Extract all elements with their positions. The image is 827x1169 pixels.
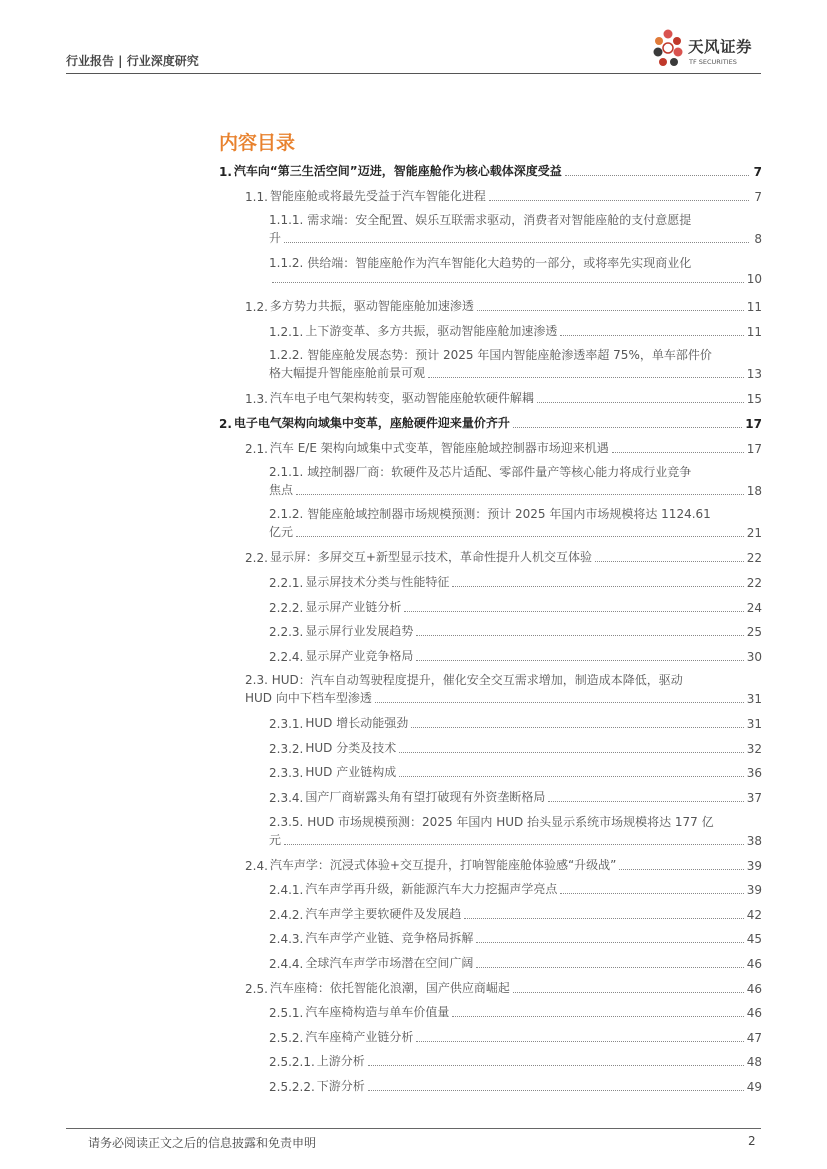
toc-entry[interactable]: 2.2.4. 显示屏产业竞争格局 30 — [269, 649, 762, 664]
toc-entry[interactable]: 2.4.1. 汽车声学再升级，新能源汽车大力挖掘声学亮点 39 — [269, 882, 762, 897]
toc-entry[interactable]: 2.5.2.2. 下游分析 49 — [269, 1079, 762, 1094]
toc-entry[interactable]: 2.5.2. 汽车座椅产业链分析 47 — [269, 1030, 762, 1045]
toc-entry[interactable]: 2.4.3. 汽车声学产业链、竞争格局拆解 45 — [269, 931, 762, 946]
logo-flower-icon — [650, 28, 686, 72]
toc-entry-line2[interactable]: 亿元 21 — [269, 525, 762, 540]
toc-entry-line2[interactable]: 元 38 — [269, 833, 762, 848]
toc-entry-line1[interactable]: 1.2.2. 智能座舱发展态势：预计 2025 年国内智能座舱渗透率超 75%，单车部件价 — [269, 348, 712, 362]
page-number: 2 — [748, 1134, 756, 1148]
toc-entry-line1[interactable]: 2.3. HUD：汽车自动驾驶程度提升，催化安全交互需求增加，制造成本降低，驱动 — [245, 673, 683, 687]
toc-entry[interactable]: 2.4. 汽车声学：沉浸式体验+交互提升，打响智能座舱体验感“升级战” 39 — [245, 858, 762, 873]
toc-entry-line2[interactable]: 焦点 18 — [269, 483, 762, 498]
toc-entry-line1[interactable]: 2.3.5. HUD 市场规模预测：2025 年国内 HUD 抬头显示系统市场规模将达 177 亿 — [269, 815, 714, 829]
toc-entry[interactable]: 2. 电子电气架构向域集中变革，座舱硬件迎来量价齐升 17 — [219, 416, 762, 431]
footer-divider — [66, 1128, 761, 1129]
toc-entry-line2[interactable]: 10 — [269, 272, 762, 286]
toc-entry[interactable]: 1.2.1. 上下游变革、多方共振，驱动智能座舱加速渗透 11 — [269, 324, 762, 339]
toc-entry[interactable]: 2.4.2. 汽车声学主要软硬件及发展趋 42 — [269, 907, 762, 922]
toc-entry-line1[interactable]: 2.1.2. 智能座舱域控制器市场规模预测：预计 2025 年国内市场规模将达 1124.61 — [269, 507, 711, 521]
toc-entry[interactable]: 2.2.3. 显示屏行业发展趋势 25 — [269, 624, 762, 639]
toc-entry-line1[interactable]: 1.1.1. 需求端：安全配置、娱乐互联需求驱动，消费者对智能座舱的支付意愿提 — [269, 213, 692, 227]
toc-entry[interactable]: 1. 汽车向“第三生活空间”迈进，智能座舱作为核心载体深度受益 7 — [219, 164, 762, 179]
toc-entry[interactable]: 1.3. 汽车电子电气架构转变，驱动智能座舱软硬件解耦 15 — [245, 391, 762, 406]
toc-entry[interactable]: 1.2. 多方势力共振，驱动智能座舱加速渗透 11 — [245, 299, 762, 314]
toc-entry[interactable]: 2.5.1. 汽车座椅构造与单车价值量 46 — [269, 1005, 762, 1020]
toc-entry[interactable]: 2.2.1. 显示屏技术分类与性能特征 22 — [269, 575, 762, 590]
toc-entry-line1[interactable]: 1.1.2. 供给端：智能座舱作为汽车智能化大趋势的一部分，或将率先实现商业化 — [269, 256, 692, 270]
toc-entry[interactable]: 2.2.2. 显示屏产业链分析 24 — [269, 600, 762, 615]
company-logo — [650, 28, 765, 72]
toc-entry[interactable]: 2.4.4. 全球汽车声学市场潜在空间广阔 46 — [269, 956, 762, 971]
toc-entry[interactable]: 2.3.3. HUD 产业链构成 36 — [269, 765, 762, 780]
logo-chinese-name: 天风证券 — [688, 38, 753, 56]
footer-disclaimer: 请务必阅读正文之后的信息披露和免责申明 — [88, 1136, 317, 1150]
toc-entry-line1[interactable]: 2.1.1. 域控制器厂商：软硬件及芯片适配、零部件量产等核心能力将成行业竞争 — [269, 465, 692, 479]
toc-entry[interactable]: 2.5.2.1. 上游分析 48 — [269, 1054, 762, 1069]
toc-entry[interactable]: 1.1. 智能座舱或将最先受益于汽车智能化进程 7 — [245, 189, 762, 204]
logo-english-name: TF SECURITIES — [689, 58, 737, 66]
report-type-label: 行业报告 | 行业深度研究 — [66, 54, 199, 68]
toc-entry-line2[interactable]: 升 8 — [269, 231, 762, 246]
toc-entry[interactable]: 2.2. 显示屏：多屏交互+新型显示技术，革命性提升人机交互体验 22 — [245, 550, 762, 565]
toc-title: 内容目录 — [219, 132, 296, 154]
toc-entry[interactable]: 2.3.2. HUD 分类及技术 32 — [269, 741, 762, 756]
toc-entry-line2[interactable]: 格大幅提升智能座舱前景可观 13 — [269, 366, 762, 381]
toc-entry[interactable]: 2.3.1. HUD 增长动能强劲 31 — [269, 716, 762, 731]
header-divider — [66, 73, 761, 74]
toc-entry[interactable]: 2.1. 汽车 E/E 架构向域集中式变革，智能座舱域控制器市场迎来机遇 17 — [245, 441, 762, 456]
toc-entry[interactable]: 2.3.4. 国产厂商崭露头角有望打破现有外资垄断格局 37 — [269, 790, 762, 805]
toc-entry-line2[interactable]: HUD 向中下档车型渗透 31 — [245, 691, 762, 706]
toc-entry[interactable]: 2.5. 汽车座椅：依托智能化浪潮，国产供应商崛起 46 — [245, 981, 762, 996]
